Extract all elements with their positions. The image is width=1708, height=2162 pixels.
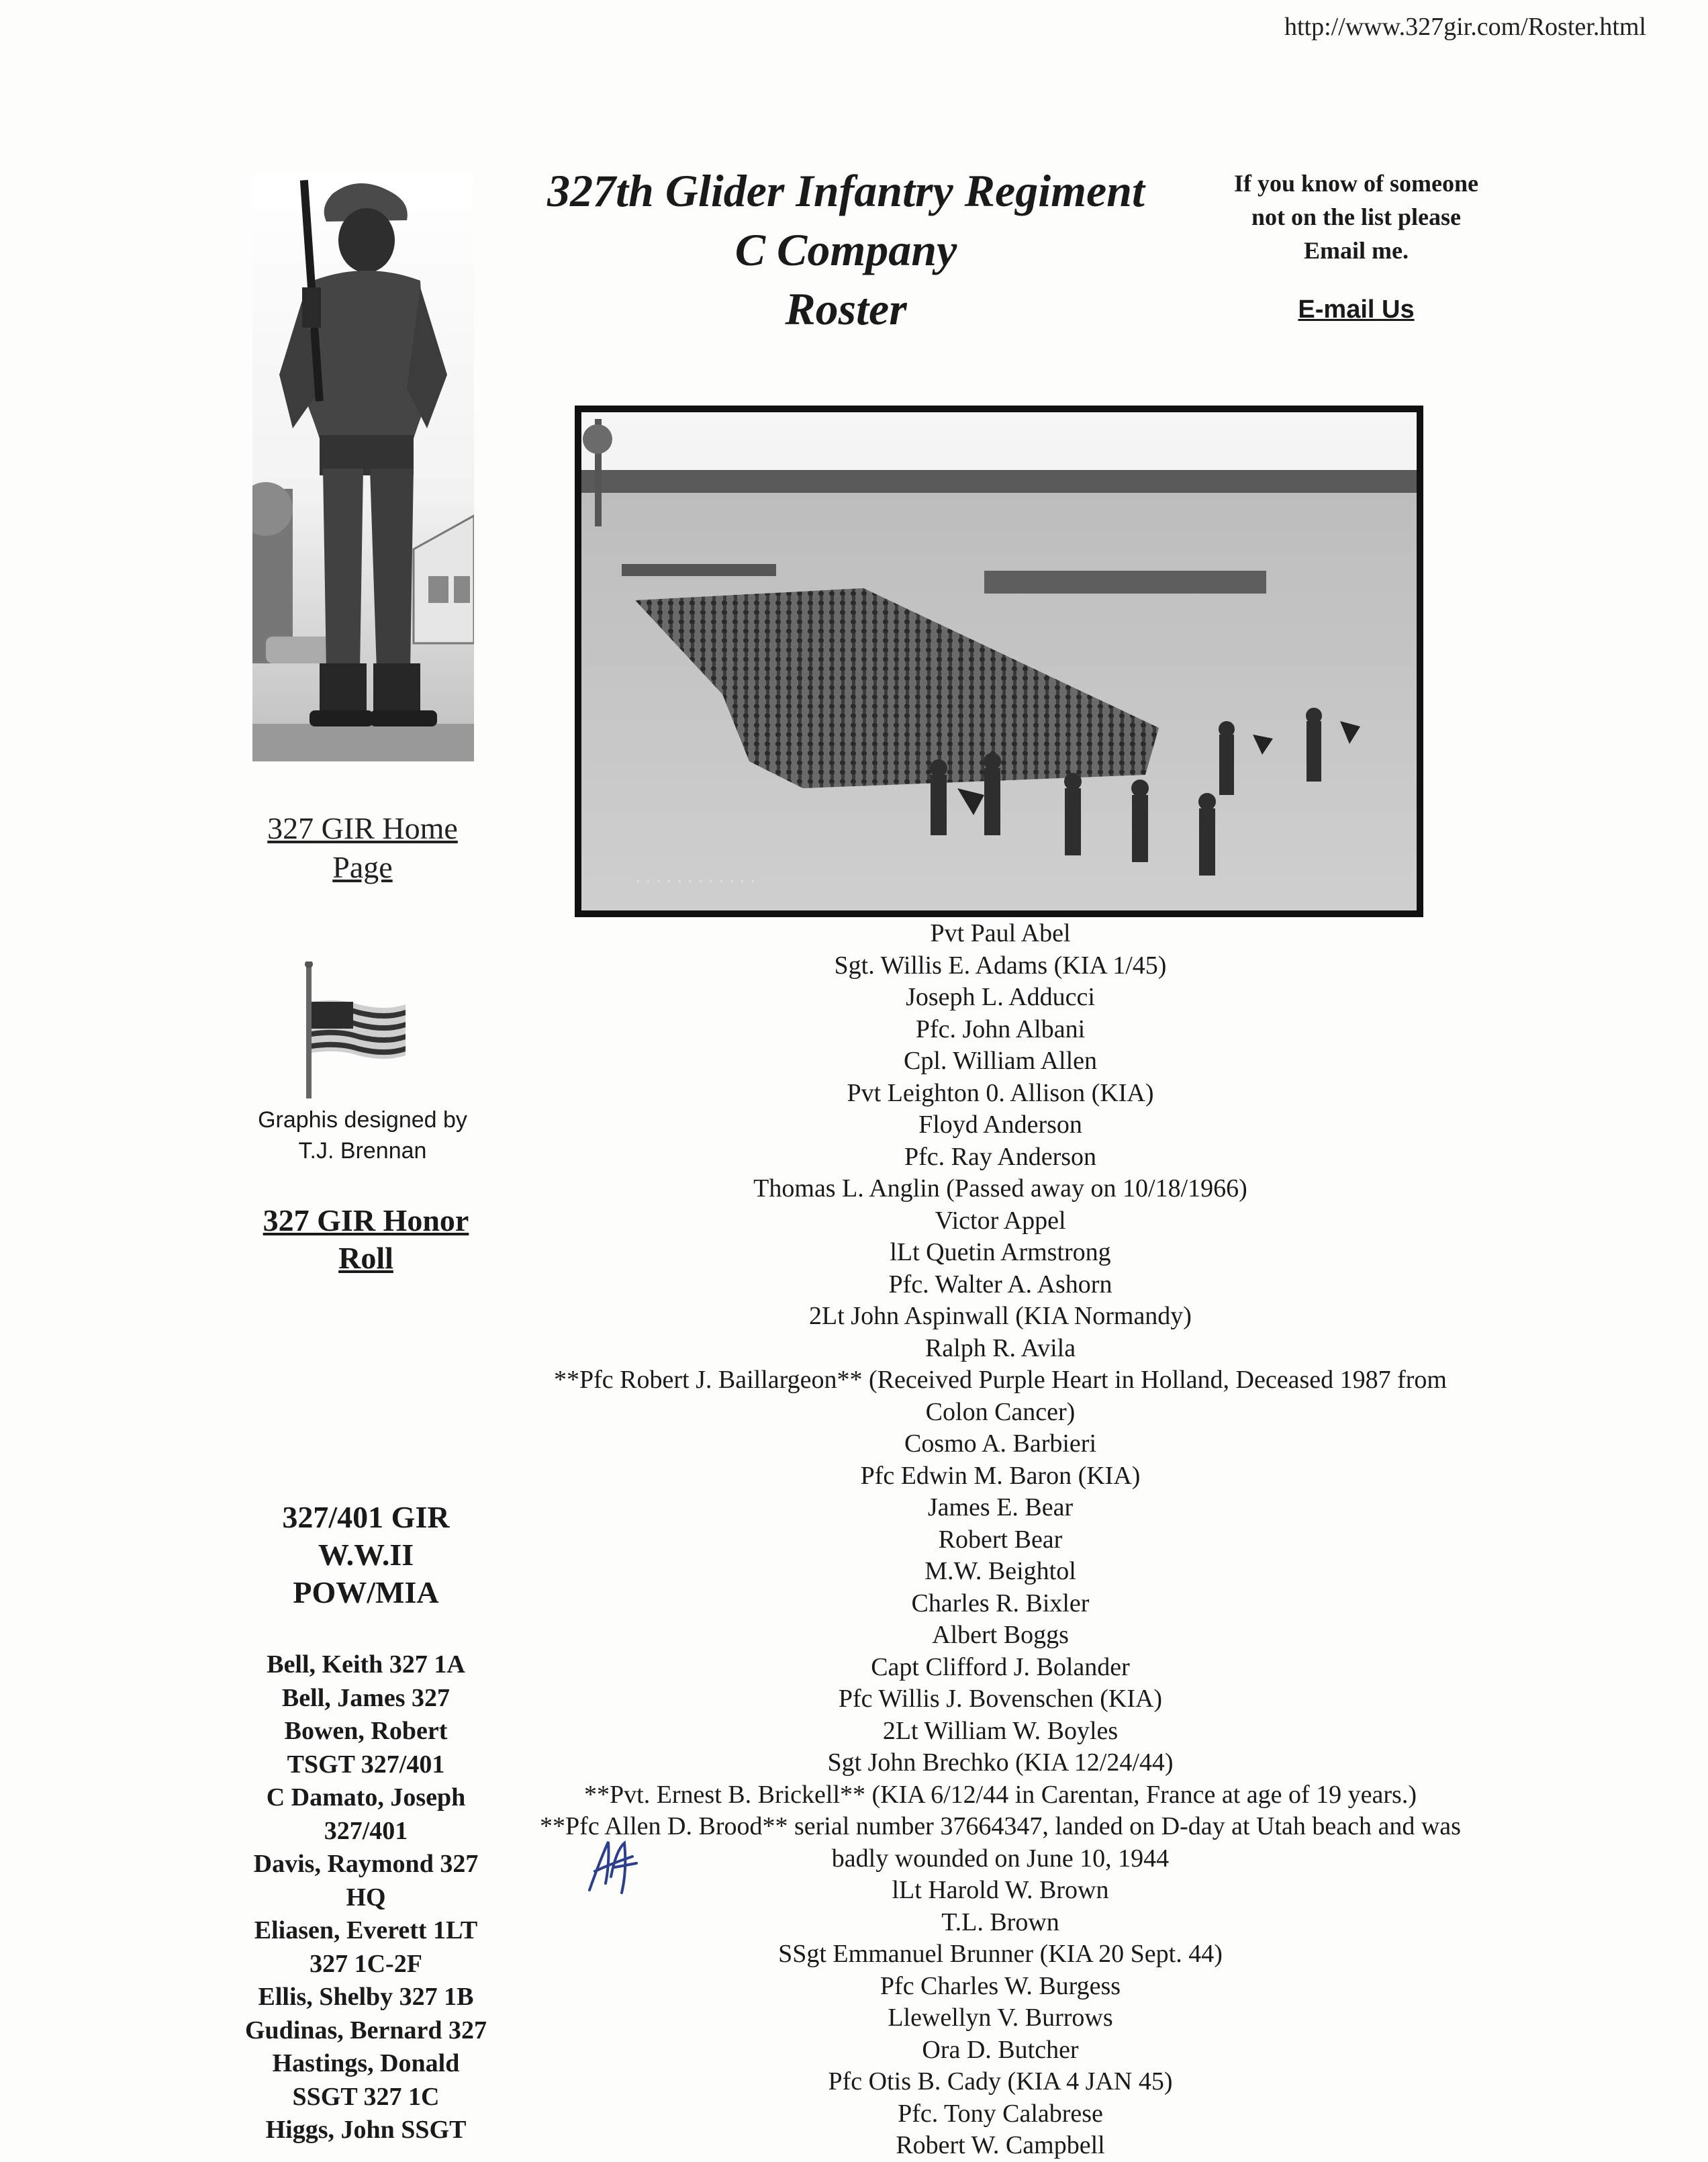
powmia-entry: TSGT 327/401 bbox=[287, 1750, 445, 1779]
powmia-entry: SSGT 327 1C bbox=[292, 2082, 440, 2111]
roster-entry: Pvt Paul Abel bbox=[930, 919, 1071, 947]
credit-line-2: T.J. Brennan bbox=[298, 1138, 427, 1164]
powmia-entry: C Damato, Joseph bbox=[266, 1783, 466, 1812]
powmia-entry: HQ bbox=[346, 1883, 386, 1912]
roster-entry: lLt Quetin Armstrong bbox=[890, 1238, 1111, 1266]
title-line-company: C Company bbox=[734, 224, 957, 275]
roster-entry: Cosmo A. Barbieri bbox=[904, 1429, 1097, 1458]
roster-entry: Pfc. John Albani bbox=[915, 1015, 1086, 1043]
roster-entry: Ralph R. Avila bbox=[924, 1333, 1076, 1362]
roster-entry: **Pfc Allen D. Brood** serial number 37664347, landed on D-day at Utah beach and was bbox=[540, 1812, 1461, 1840]
american-flag-icon bbox=[302, 961, 410, 1102]
notice-line: If you know of someone bbox=[1233, 170, 1479, 197]
roster-entry: Pfc Willis J. Bovenschen (KIA) bbox=[838, 1685, 1163, 1713]
powmia-entry: Gudinas, Bernard 327 bbox=[244, 2016, 487, 2044]
roster-entry: Robert Bear bbox=[938, 1525, 1063, 1554]
roster-entry: Colon Cancer) bbox=[925, 1397, 1076, 1426]
roster-entry: lLt Harold W. Brown bbox=[892, 1876, 1109, 1904]
roster-entry: Pfc. Walter A. Ashorn bbox=[888, 1270, 1112, 1299]
powmia-heading-line: 327/401 GIR bbox=[282, 1500, 450, 1534]
roster-entry: Floyd Anderson bbox=[918, 1111, 1082, 1139]
powmia-entry: Ellis, Shelby 327 1B bbox=[258, 1983, 474, 2011]
powmia-entry: Bell, James 327 bbox=[281, 1683, 450, 1712]
powmia-heading-line: W.W.II bbox=[318, 1538, 414, 1572]
roster-entry: Capt Clifford J. Bolander bbox=[871, 1652, 1130, 1681]
roster-entry: badly wounded on June 10, 1944 bbox=[831, 1844, 1170, 1873]
powmia-entry: Eliasen, Everett 1LT bbox=[254, 1916, 478, 1944]
powmia-heading bbox=[228, 1499, 504, 1611]
roster-entry: Joseph L. Adducci bbox=[906, 983, 1095, 1011]
roster-entry: Pfc. Tony Calabrese bbox=[898, 2099, 1103, 2128]
missing-person-notice bbox=[1195, 167, 1517, 267]
roster-entry: SSgt Emmanuel Brunner (KIA 20 Sept. 44) bbox=[778, 1940, 1223, 1968]
powmia-entry: Davis, Raymond 327 bbox=[253, 1850, 479, 1878]
home-link-line-1: 327 GIR Home bbox=[267, 811, 458, 845]
powmia-entry: Bowen, Robert bbox=[284, 1717, 448, 1745]
roster-entry: Ora D. Butcher bbox=[922, 2035, 1079, 2064]
roster-entry: Victor Appel bbox=[935, 1206, 1066, 1235]
page-title bbox=[483, 161, 1208, 338]
powmia-list bbox=[228, 1648, 504, 2147]
credit-line-1: Graphis designed by bbox=[258, 1107, 467, 1133]
roster-entry: Sgt John Brechko (KIA 12/24/44) bbox=[827, 1748, 1174, 1777]
company-parade-photo bbox=[575, 406, 1423, 917]
paratrooper-statue-image bbox=[252, 173, 474, 761]
home-page-link[interactable] bbox=[228, 809, 497, 887]
roster-entry: Sgt. Willis E. Adams (KIA 1/45) bbox=[834, 951, 1167, 980]
graphics-credit bbox=[228, 1104, 497, 1166]
roster-entry: Pfc Edwin M. Baron (KIA) bbox=[860, 1461, 1141, 1490]
powmia-entry: Hastings, Donald bbox=[272, 2049, 460, 2077]
roster-entry: Pfc. Ray Anderson bbox=[904, 1142, 1097, 1171]
roster-entry: Pvt Leighton 0. Allison (KIA) bbox=[847, 1078, 1154, 1107]
home-link-line-2: Page bbox=[332, 850, 393, 884]
title-line-roster: Roster bbox=[785, 283, 907, 334]
roster-list bbox=[483, 918, 1517, 2162]
notice-line: Email me. bbox=[1304, 237, 1409, 264]
roster-entry: 2Lt William W. Boyles bbox=[882, 1716, 1119, 1745]
powmia-heading-line: POW/MIA bbox=[293, 1575, 439, 1609]
powmia-entry: 327 1C-2F bbox=[310, 1949, 422, 1978]
title-line-regiment: 327th Glider Infantry Regiment bbox=[547, 165, 1145, 216]
email-us-link[interactable]: E-mail Us bbox=[1298, 295, 1415, 324]
roster-entry: Thomas L. Anglin (Passed away on 10/18/1966) bbox=[753, 1174, 1247, 1203]
powmia-entry: 327/401 bbox=[324, 1816, 408, 1845]
roster-entry: **Pfc Robert J. Baillargeon** (Received Purple Heart in Holland, Deceased 1987 from bbox=[554, 1366, 1447, 1394]
handwritten-initials-mark bbox=[585, 1836, 639, 1897]
roster-entry: T.L. Brown bbox=[941, 1908, 1059, 1936]
honor-roll-line-1: 327 GIR Honor bbox=[263, 1203, 469, 1237]
roster-entry: Cpl. William Allen bbox=[903, 1047, 1098, 1075]
roster-entry: Pfc Otis B. Cady (KIA 4 JAN 45) bbox=[828, 2067, 1173, 2096]
powmia-entry: Higgs, John SSGT bbox=[265, 2116, 467, 2144]
powmia-entry: Bell, Keith 327 1A bbox=[267, 1650, 465, 1679]
roster-entry: Charles R. Bixler bbox=[911, 1589, 1090, 1617]
roster-entry: Llewellyn V. Burrows bbox=[888, 2004, 1113, 2032]
roster-entry: Robert W. Campbell bbox=[896, 2131, 1105, 2159]
roster-entry: Albert Boggs bbox=[932, 1621, 1069, 1649]
roster-entry: Pfc Charles W. Burgess bbox=[880, 1971, 1121, 2000]
notice-line: not on the list please bbox=[1251, 203, 1461, 230]
roster-entry: **Pvt. Ernest B. Brickell** (KIA 6/12/44 in Carentan, France at age of 19 years.) bbox=[584, 1780, 1417, 1809]
honor-roll-line-2: Roll bbox=[338, 1241, 393, 1275]
page-url: http://www.327gir.com/Roster.html bbox=[1284, 13, 1646, 41]
roster-entry: 2Lt John Aspinwall (KIA Normandy) bbox=[809, 1302, 1192, 1330]
svg-text:. . . . . . . . . . . .: . . . . . . . . . . . . bbox=[635, 865, 755, 886]
roster-entry: M.W. Beightol bbox=[924, 1557, 1076, 1585]
roster-entry: James E. Bear bbox=[927, 1493, 1074, 1521]
honor-roll-link[interactable] bbox=[228, 1202, 504, 1277]
